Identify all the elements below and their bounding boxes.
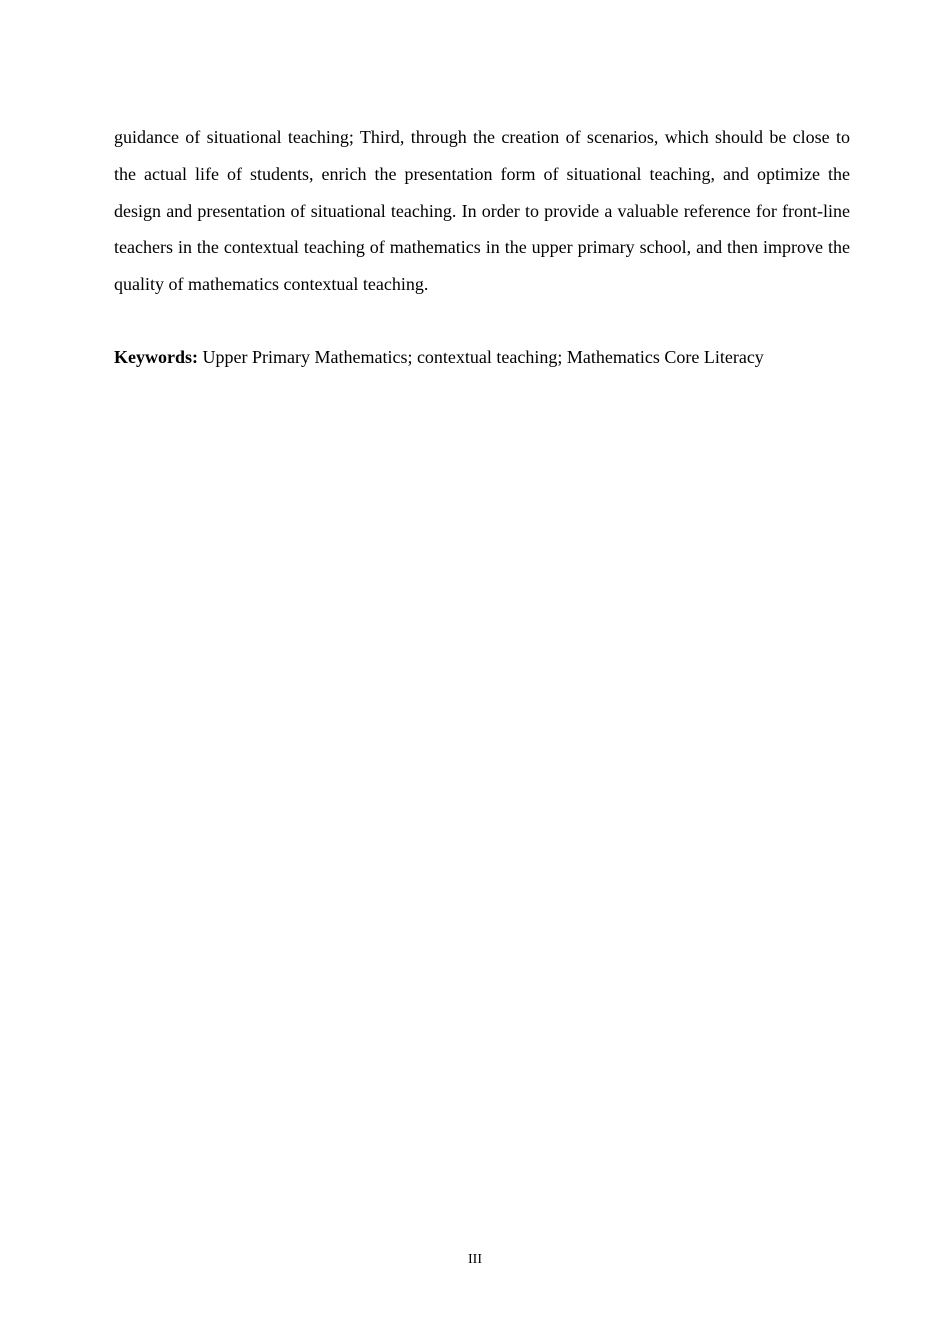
page-content: [114, 119, 850, 376]
abstract-paragraph: guidance of situational teaching; Third, through the creation of scenarios, which should be close to the actual life of students, enrich the presentation form of situational teaching, and optimize the design and presentation of situational teaching. In order to provide a valuable reference for front-line teachers in the contextual teaching of mathematics in the upper primary school, and then improve the quality of mathematics contextual teaching.: [114, 127, 850, 295]
keywords-label: Keywords:: [114, 346, 198, 367]
keywords-text: Upper Primary Mathematics; contextual teaching; Mathematics Core Literacy: [202, 346, 764, 367]
keywords-line: [114, 339, 850, 376]
page-number: III: [468, 1252, 482, 1267]
